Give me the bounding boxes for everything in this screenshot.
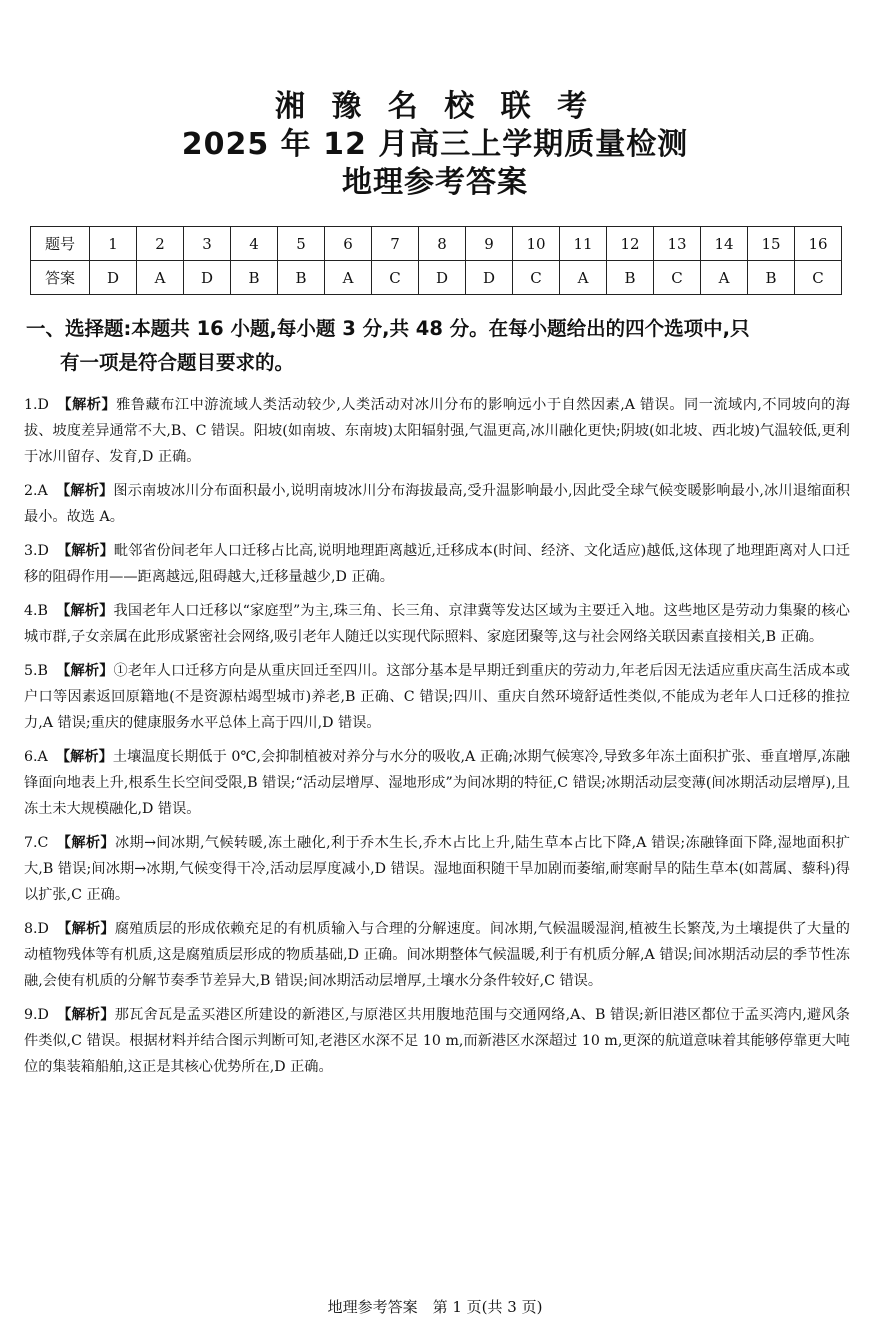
answer-row xyxy=(31,261,842,295)
question-number-cell: 16 xyxy=(795,227,842,261)
answer-cell: C xyxy=(795,261,842,295)
question-number-cell: 8 xyxy=(419,227,466,261)
analysis-tag: 【解析】 xyxy=(55,749,113,765)
analysis-tag: 【解析】 xyxy=(56,1007,115,1023)
item-text: 我国老年人口迁移以“家庭型”为主,珠三角、长三角、京津冀等发达区域为主要迁入地。这些地区是劳动力集聚的核心城市群,子女亲属在此形成紧密社会网络,吸引老年人随迁以实现代际照料、家庭团聚等,这与社会网络关联因素直接相关,B 正确。 xyxy=(24,603,850,645)
analysis-tag: 【解析】 xyxy=(56,921,115,937)
explanation-item xyxy=(24,830,850,908)
question-number-cell: 10 xyxy=(513,227,560,261)
item-text: 那瓦舍瓦是孟买港区所建设的新港区,与原港区共用腹地范围与交通网络,A、B 错误;新旧港区都位于孟买湾内,避风条件类似,C 错误。根据材料并结合图示判断可知,老港区水深不足 10 m,而新港区水深超过 10 m,更深的航道意味着其能够停靠更大吨位的集装箱船舶,这正是其核心优势所在,D 正确。 xyxy=(24,1007,850,1075)
analysis-tag: 【解析】 xyxy=(55,483,114,499)
question-number-cell: 13 xyxy=(654,227,701,261)
question-number-cell: 12 xyxy=(607,227,654,261)
explanation-item xyxy=(24,1002,850,1080)
answer-cell: D xyxy=(184,261,231,295)
exam-union-title: 湘 豫 名 校 联 考 xyxy=(274,89,596,124)
answer-cell: A xyxy=(701,261,748,295)
explanation-item xyxy=(24,598,850,650)
item-number: 1.D xyxy=(24,397,49,413)
item-number: 6.A xyxy=(24,749,48,765)
answer-cell: B xyxy=(748,261,795,295)
item-text: ①老年人口迁移方向是从重庆回迁至四川。这部分基本是早期迁到重庆的劳动力,年老后因无法适应重庆高生活成本或户口等因素返回原籍地(不是资源枯竭型城市)养老,B 正确、C 错误;四川、重庆自然环境舒适性类似,不能成为老年人口迁移的推拉力,A 错误;重庆的健康服务水平总体上高于四川,D 错误。 xyxy=(24,663,850,731)
question-number-cell: 11 xyxy=(560,227,607,261)
analysis-tag: 【解析】 xyxy=(56,543,114,559)
item-number: 2.A xyxy=(24,483,48,499)
exam-name-title: 2025 年 12 月高三上学期质量检测 xyxy=(181,127,689,162)
question-number-row xyxy=(31,227,842,261)
answer-cell: A xyxy=(560,261,607,295)
item-text: 冰期→间冰期,气候转暖,冻土融化,利于乔木生长,乔木占比上升,陆生草本占比下降,A 错误;冻融锋面下降,湿地面积扩大,B 错误;间冰期→冰期,气候变得干冷,活动层厚度减小,D 错误。湿地面积随干旱加剧而萎缩,耐寒耐旱的陆生草本(如蒿属、藜科)得以扩张,C 正确。 xyxy=(24,835,850,903)
page-footer: 地理参考答案 第 1 页(共 3 页) xyxy=(327,1298,543,1316)
question-number-cell: 5 xyxy=(278,227,325,261)
question-number-cell: 1 xyxy=(90,227,137,261)
analysis-tag: 【解析】 xyxy=(55,603,114,619)
analysis-tag: 【解析】 xyxy=(56,397,117,413)
explanation-item xyxy=(24,658,850,736)
answer-cell: B xyxy=(278,261,325,295)
answer-cell: A xyxy=(137,261,184,295)
item-number: 3.D xyxy=(24,543,49,559)
section-heading-line2: 有一项是符合题目要求的。 xyxy=(60,351,295,374)
item-number: 5.B xyxy=(24,663,48,679)
explanation-item xyxy=(24,392,850,470)
question-number-cell: 4 xyxy=(231,227,278,261)
question-number-label: 题号 xyxy=(31,227,90,261)
question-number-cell: 2 xyxy=(137,227,184,261)
question-number-cell: 14 xyxy=(701,227,748,261)
explanation-item xyxy=(24,478,850,530)
answer-cell: D xyxy=(466,261,513,295)
item-text: 雅鲁藏布江中游流域人类活动较少,人类活动对冰川分布的影响远小于自然因素,A 错误。同一流域内,不同坡向的海拔、坡度差异通常不大,B、C 错误。阳坡(如南坡、东南坡)太阳辐射强,气温更高,冰川融化更快;阴坡(如北坡、西北坡)气温较低,更利于冰川留存、发育,D 正确。 xyxy=(24,397,850,465)
analysis-tag: 【解析】 xyxy=(56,835,115,851)
answer-cell: B xyxy=(231,261,278,295)
question-number-cell: 15 xyxy=(748,227,795,261)
section-heading xyxy=(26,312,848,380)
item-text: 腐殖质层的形成依赖充足的有机质输入与合理的分解速度。间冰期,气候温暖湿润,植被生长繁茂,为土壤提供了大量的动植物残体等有机质,这是腐殖质层形成的物质基础,D 正确。间冰期整体气候温暖,利于有机质分解,A 错误;间冰期活动层的季节性冻融,会使有机质的分解节奏季节差异大,B 错误;间冰期活动层增厚,土壤水分条件较好,C 错误。 xyxy=(24,921,850,989)
answer-cell: C xyxy=(513,261,560,295)
item-text: 图示南坡冰川分布面积最小,说明南坡冰川分布海拔最高,受升温影响最小,因此受全球气候变暖影响最小,冰川退缩面积最小。故选 A。 xyxy=(24,483,850,525)
question-number-cell: 7 xyxy=(372,227,419,261)
item-number: 4.B xyxy=(24,603,48,619)
answer-cell: A xyxy=(325,261,372,295)
section-heading-line1: 一、选择题:本题共 16 小题,每小题 3 分,共 48 分。在每小题给出的四个选项中,只 xyxy=(26,317,750,340)
explanation-item xyxy=(24,916,850,994)
item-text: 土壤温度长期低于 0℃,会抑制植被对养分与水分的吸收,A 正确;冰期气候寒冷,导致多年冻土面积扩张、垂直增厚,冻融锋面向地表上升,根系生长空间受限,B 错误;“活动层增厚、湿地形成”为间冰期的特征,C 错误;冰期活动层变薄(间冰期活动层增厚),且冻土未大规模融化,D 错误。 xyxy=(24,749,850,817)
question-number-cell: 6 xyxy=(325,227,372,261)
answer-key-table xyxy=(30,226,842,295)
explanation-item xyxy=(24,744,850,822)
item-number: 7.C xyxy=(24,835,49,851)
explanation-item xyxy=(24,538,850,590)
question-number-cell: 3 xyxy=(184,227,231,261)
item-text: 毗邻省份间老年人口迁移占比高,说明地理距离越近,迁移成本(时间、经济、文化适应)越低,这体现了地理距离对人口迁移的阻碍作用——距离越远,阻碍越大,迁移量越少,D 正确。 xyxy=(24,543,850,585)
item-number: 8.D xyxy=(24,921,49,937)
document-title: 地理参考答案 xyxy=(342,165,528,200)
answer-cell: D xyxy=(90,261,137,295)
answer-cell: C xyxy=(372,261,419,295)
answer-cell: C xyxy=(654,261,701,295)
title-block xyxy=(0,88,870,202)
answer-label: 答案 xyxy=(31,261,90,295)
item-number: 9.D xyxy=(24,1007,49,1023)
explanation-list xyxy=(24,392,850,1088)
question-number-cell: 9 xyxy=(466,227,513,261)
analysis-tag: 【解析】 xyxy=(55,663,114,679)
answer-cell: D xyxy=(419,261,466,295)
answer-cell: B xyxy=(607,261,654,295)
